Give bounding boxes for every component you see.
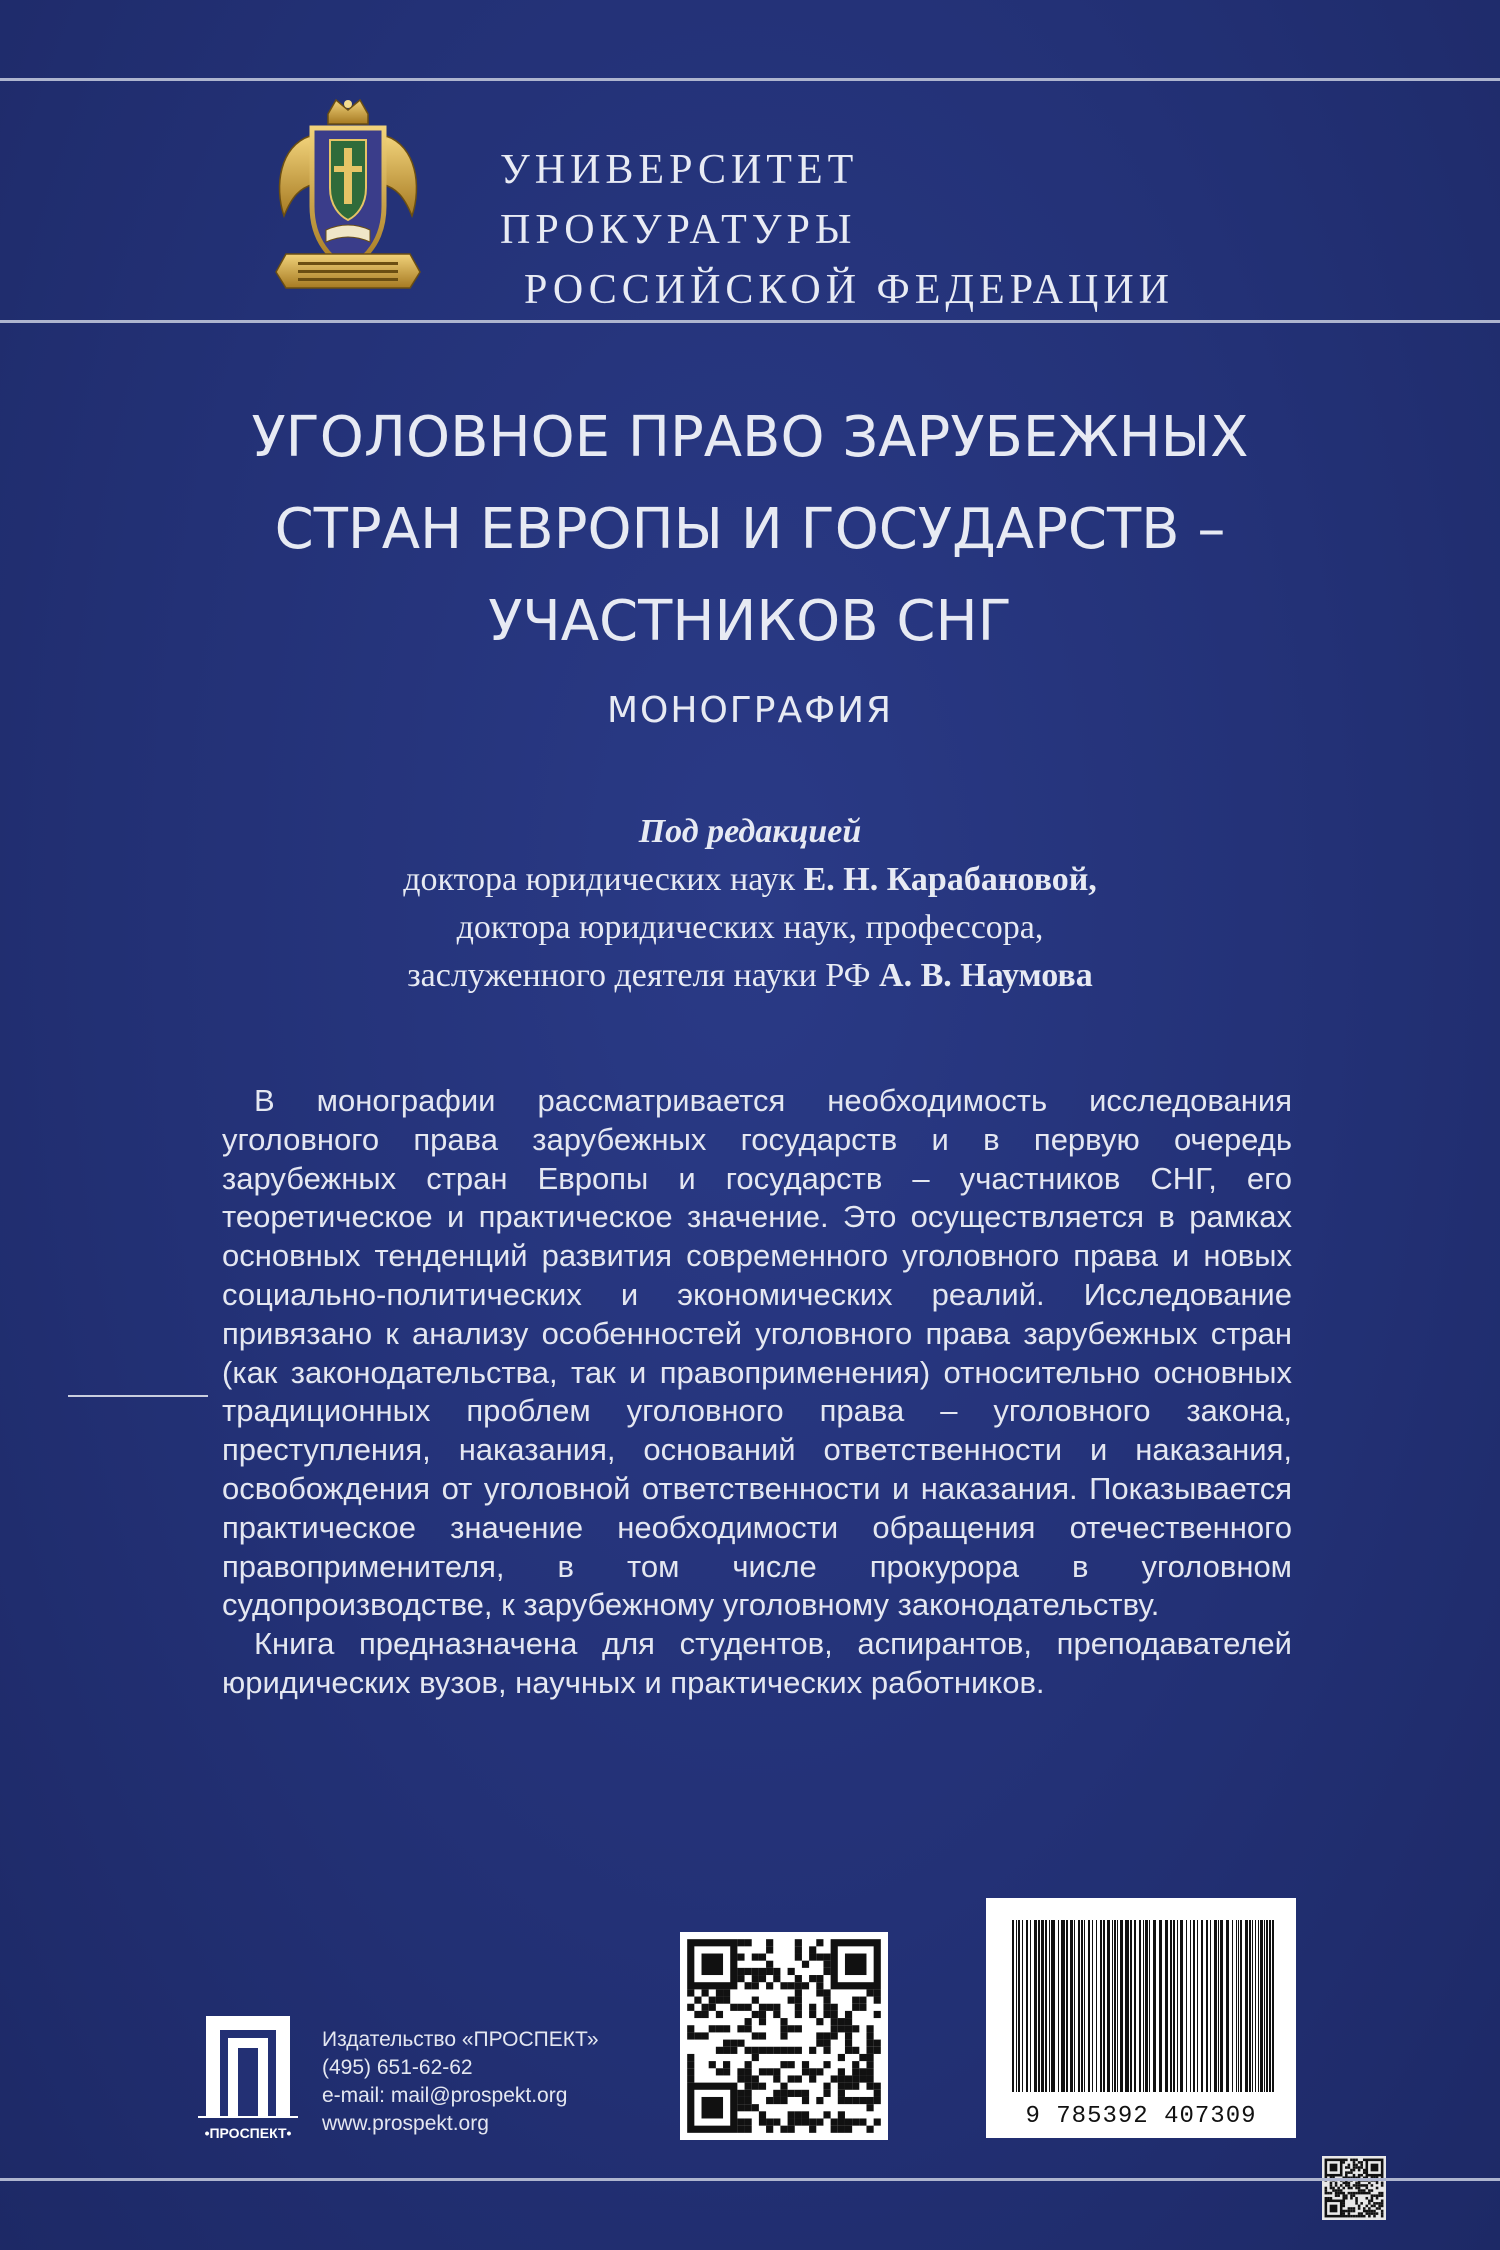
editor-2-title: заслуженного деятеля науки РФ — [407, 957, 880, 994]
publisher-phone: (495) 651-62-62 — [322, 2056, 473, 2079]
annotation-paragraph-2: Книга предназначена для студентов, аспирантов, преподавателей юридических вузов, научных и практических работников. — [222, 1626, 1292, 1700]
university-line-2: РОССИЙСКОЙ ФЕДЕРАЦИИ — [524, 267, 1174, 313]
book-title — [150, 392, 1350, 668]
bottom-rule — [0, 2178, 1500, 2181]
publisher-website: www.prospekt.org — [322, 2112, 489, 2135]
margin-tick — [68, 1395, 208, 1397]
publisher-logo-text: •ПРОСПЕКТ• — [204, 2125, 292, 2141]
isbn-barcode — [986, 1898, 1296, 2138]
top-rule — [0, 78, 1500, 81]
book-title-line-2: СТРАН ЕВРОПЫ И ГОСУДАРСТВ – — [274, 497, 1226, 562]
book-subtitle: МОНОГРАФИЯ — [606, 690, 894, 731]
editor-1-name: Е. Н. Карабановой, — [803, 861, 1097, 898]
editor-1-degree: доктора юридических наук — [403, 861, 804, 898]
university-emblem-icon — [270, 96, 426, 296]
annotation-paragraph-1: В монографии рассматривается необходимость исследования уголовного права зарубежных государств и в первую очередь зарубежных стран Европы и государств – участников СНГ, его теоретическое и практическое значение. Это осуществляется в рамках основных тенденций развития современного уголовного права и новых социально-политических и экономических реалий. Исследование привязано к анализу особенностей уголовного права зарубежных стран (как законодательства, так и правоприменения) относительно основных традиционных проблем уголовного права – уголовного закона, преступления, наказания, оснований ответственности и наказания, освобождения от уголовной ответственности и наказания. Показывается практическое значение необходимости обращения отечественного правоприменителя, в том числе прокурора в уголовном судопроизводстве, к зарубежному уголовному законодательству. — [222, 1083, 1292, 1623]
prospekt-logo-icon — [198, 2016, 298, 2146]
qr-code-icon — [680, 1932, 888, 2140]
isbn-number: 9 785392 407309 — [1025, 2103, 1257, 2130]
editor-2-name: А. В. Наумова — [879, 957, 1093, 994]
university-line-1: УНИВЕРСИТЕТ ПРОКУРАТУРЫ — [500, 147, 859, 253]
editors-line-2: доктора юридических наук, профессора, — [456, 909, 1044, 946]
barcode-icon — [986, 1898, 1296, 2098]
small-qr-code-icon — [1322, 2156, 1386, 2220]
publisher-name: Издательство «ПРОСПЕКТ» — [322, 2028, 599, 2051]
header-rule — [0, 320, 1500, 323]
book-title-line-3: УЧАСТНИКОВ СНГ — [488, 589, 1012, 654]
editors-block — [250, 808, 1250, 1000]
editors-line-1 — [250, 856, 1250, 904]
editors-line-3 — [250, 952, 1250, 1000]
book-title-line-1: УГОЛОВНОЕ ПРАВО ЗАРУБЕЖНЫХ — [251, 405, 1249, 470]
publisher-info — [322, 2026, 599, 2138]
editors-label: Под редакцией — [638, 813, 862, 850]
university-name — [500, 140, 1220, 320]
publisher-email: e-mail: mail@prospekt.org — [322, 2084, 568, 2107]
book-annotation — [222, 1082, 1292, 1703]
publisher-logo — [198, 2016, 298, 2146]
